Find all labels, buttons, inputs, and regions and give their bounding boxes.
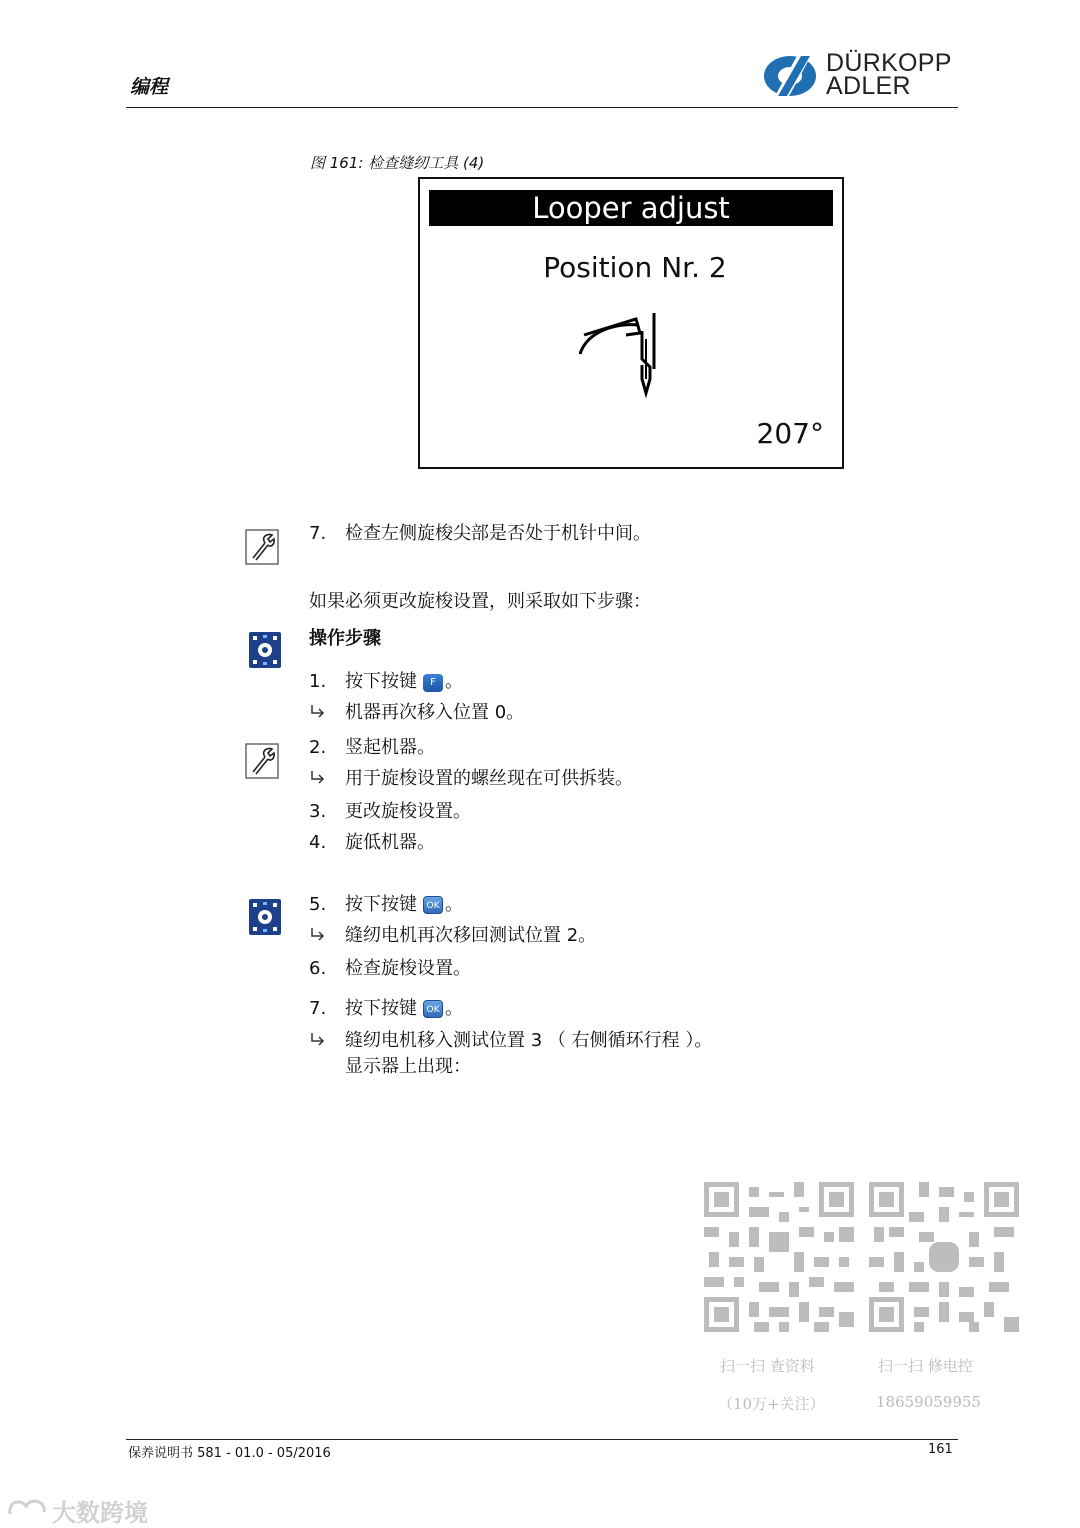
result-text: 用于旋梭设置的螺丝现在可供拆装。 [345,768,633,789]
step-text: 检查旋梭设置。 [345,958,471,979]
procedure-heading: 操作步骤 [309,628,381,649]
qr-right-caption: 扫一扫 修电控 [878,1357,973,1375]
step-text: 旋低机器。 [345,832,435,853]
step-number: 3. [309,801,327,822]
step-text: 按下按键 [345,998,417,1019]
list-item [309,957,909,983]
step-number: 5. [309,894,327,915]
list-item [309,997,909,1023]
ok-key-icon: OK [423,1000,443,1018]
ok-key-icon: OK [423,896,443,914]
list-item [309,736,909,762]
step-text: 检查左侧旋梭尖部是否处于机针中间。 [345,523,651,544]
result-text-continued: 显示器上出现： [345,1056,471,1077]
footer-document-info: 保养说明书 581 - 01.0 - 05/2016 [128,1446,331,1461]
result-item [309,924,909,950]
wrench-icon [245,743,277,777]
list-item [309,670,909,696]
step-number: 7. [309,523,327,544]
step-number: 4. [309,832,327,853]
qr-left-caption: 扫一扫 查资料 [720,1357,815,1375]
step-number: 7. [309,998,327,1019]
result-text: 缝纫电机再次移回测试位置 2。 [345,925,597,946]
section-title: 编程 [130,76,169,98]
step-number: 1. [309,671,327,692]
step-end: 。 [445,894,463,915]
logo-line-1: DÜRKOPP [826,49,952,77]
result-item [309,767,909,793]
f-key-icon: F [423,674,443,692]
step-number: 2. [309,737,327,758]
result-item [309,1029,909,1055]
qr-code-left [704,1182,854,1336]
page-number: 161 [928,1442,953,1457]
procedure-note: 如果必须更改旋梭设置，则采取如下步骤： [309,591,651,612]
step-text: 更改旋梭设置。 [345,801,471,822]
header-divider [126,107,958,108]
list-item [309,522,909,548]
watermark-logo-icon [6,1494,50,1520]
result-arrow-icon [309,767,327,789]
procedure-icon [249,899,281,935]
step-text: 按下按键 [345,671,417,692]
step-end: 。 [445,998,463,1019]
watermark-text: 大数跨境 [52,1499,148,1527]
footer-divider [126,1439,958,1440]
step-text: 按下按键 [345,894,417,915]
result-text: 机器再次移入位置 0。 [345,702,525,723]
logo-mark-icon [762,50,824,100]
result-text: 缝纫电机移入测试位置 3 （ 右侧循环行程 ）。 [345,1030,713,1051]
list-item [309,800,909,826]
result-arrow-icon [309,701,327,723]
qr-code-right [869,1182,1019,1336]
result-arrow-icon [309,924,327,946]
display-angle-value: 207° [756,417,824,450]
qr-left-subcaption: （10万+关注） [718,1395,825,1413]
display-title-bar: Looper adjust [429,190,833,226]
brand-logo [762,50,962,102]
step-text: 竖起机器。 [345,737,435,758]
result-arrow-icon [309,1029,327,1051]
result-item [309,701,909,727]
step-number: 6. [309,958,327,979]
qr-right-phone: 18659059955 [876,1393,981,1411]
qr-code-icon [704,1182,854,1332]
qr-code-icon [869,1182,1019,1332]
figure-caption: 图 161: 检查缝纫工具 (4) [310,154,485,172]
step-end: 。 [445,671,463,692]
list-item [309,831,909,857]
looper-needle-icon [570,309,680,399]
machine-display [418,177,844,469]
wrench-icon [245,529,277,563]
list-item [309,893,909,919]
display-position-label: Position Nr. 2 [543,251,727,284]
procedure-icon [249,632,281,668]
logo-line-2: ADLER [826,72,911,100]
